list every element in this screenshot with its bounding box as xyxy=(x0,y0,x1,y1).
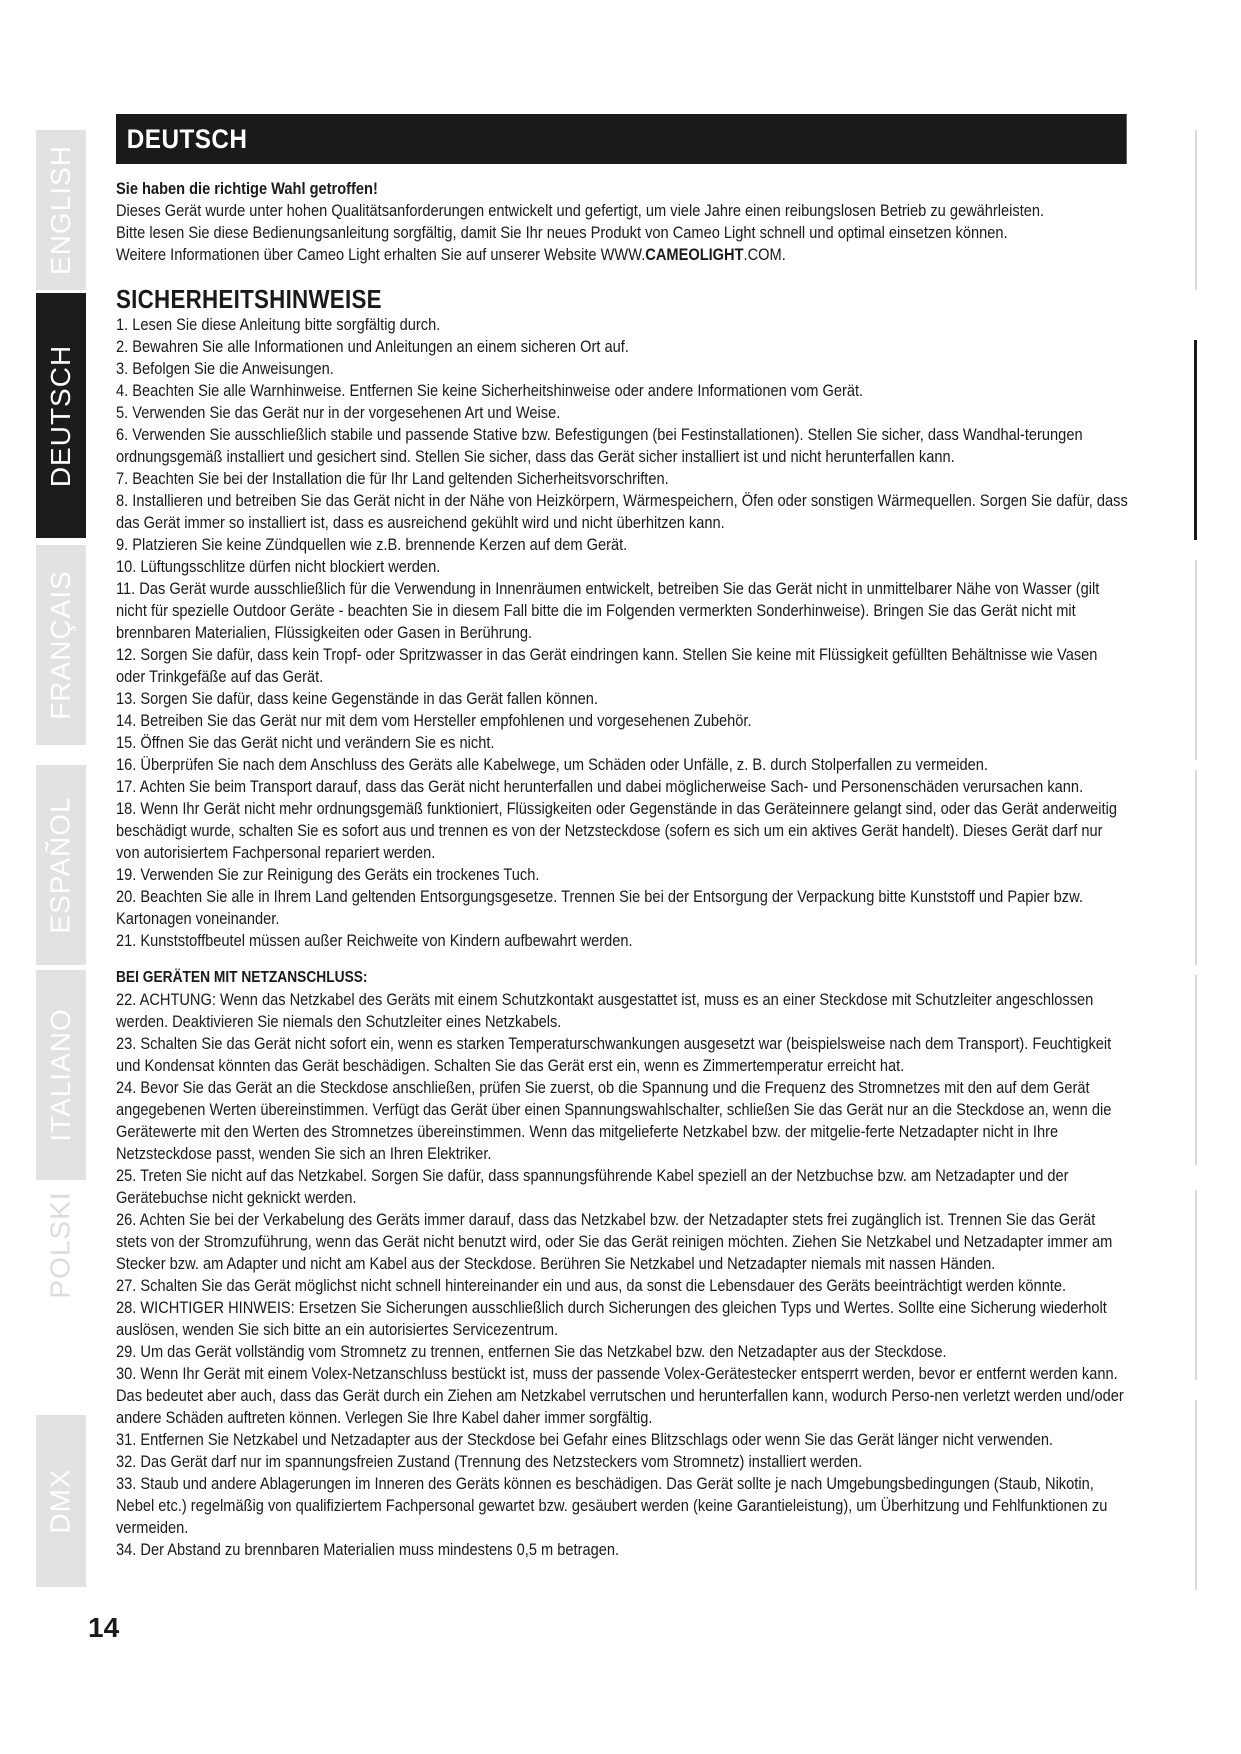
list-item: 20. Beachten Sie alle in Ihrem Land geltenden Entsorgungsgesetze. Trennen Sie bei der Entsorgung der Verpackung bitte Kunststoff und Papier bzw. Kartonagen voneinander. xyxy=(116,887,1083,928)
list-item: 13. Sorgen Sie dafür, dass keine Gegenstände in das Gerät fallen können. xyxy=(116,689,598,708)
list-item: 14. Betreiben Sie das Gerät nur mit dem vom Hersteller empfohlenen und vorgesehenen Zubehör. xyxy=(116,711,752,730)
list-item: 31. Entfernen Sie Netzkabel und Netzadapter aus der Steckdose bei Gefahr eines Blitzschlags oder wenn Sie das Gerät länger nicht verwenden. xyxy=(116,1430,1054,1449)
list-item: 34. Der Abstand zu brennbaren Materialien muss mindestens 0,5 m betragen. xyxy=(116,1540,620,1559)
mains-title: BEI GERÄTEN MIT NETZANSCHLUSS: xyxy=(116,969,368,986)
list-item: 22. ACHTUNG: Wenn das Netzkabel des Geräts mit einem Schutzkontakt ausgestattet ist, muss es an einer Steckdose mit Schutzleiter angeschlossen werden. Deaktivieren Sie niemals den Schutzleiter eines Netzkabels. xyxy=(116,990,1094,1031)
list-item: 2. Bewahren Sie alle Informationen und Anleitungen an einem sicheren Ort auf. xyxy=(116,337,629,356)
website-link[interactable]: CAMEOLIGHT xyxy=(645,245,744,264)
list-item: 21. Kunststoffbeutel müssen außer Reichweite von Kindern aufbewahrt werden. xyxy=(116,931,633,950)
intro-line: Dieses Gerät wurde unter hohen Qualitätsanforderungen entwickelt und gefertigt, um viele Jahre einen reibungslosen Betrieb zu gewährleisten. xyxy=(116,201,1045,220)
list-item: 30. Wenn Ihr Gerät mit einem Volex-Netzanschluss bestückt ist, muss der passende Volex-Gerätestecker entsperrt werden, bevor er entfernt werden kann. Das bedeutet aber auch, dass das Gerät durch ein Ziehen am Netzkabel verrutschen und herunterfallen kann, wodurch Perso-nen verletzt werden und/oder andere Schäden auftreten können. Verlegen Sie Ihre Kabel daher immer sorgfältig. xyxy=(116,1364,1124,1427)
intro-line: Bitte lesen Sie diese Bedienungsanleitung sorgfältig, damit Sie Ihr neues Produkt von Cameo Light schnell und optimal einsetzen können. xyxy=(116,223,1008,242)
lang-tab-label: ESPAÑOL xyxy=(45,796,77,934)
list-item: 19. Verwenden Sie zur Reinigung des Geräts ein trockenes Tuch. xyxy=(116,865,540,884)
lang-tab-label: ENGLISH xyxy=(45,145,76,275)
list-item: 1. Lesen Sie diese Anleitung bitte sorgfältig durch. xyxy=(116,315,441,334)
list-item: 16. Überprüfen Sie nach dem Anschluss des Geräts alle Kabelwege, um Schäden oder Unfälle, z. B. durch Stolperfallen zu vermeiden. xyxy=(116,755,989,774)
lang-tab-italiano[interactable] xyxy=(36,970,86,1180)
lang-tab-english[interactable] xyxy=(36,130,86,290)
list-item: 32. Das Gerät darf nur im spannungsfreien Zustand (Trennung des Netzsteckers vom Stromnetz) installiert werden. xyxy=(116,1452,863,1471)
edge-mark-active xyxy=(1194,340,1197,540)
edge-mark xyxy=(1195,560,1197,760)
edge-mark xyxy=(1195,1190,1197,1380)
mains-list xyxy=(116,989,1130,1561)
list-item: 33. Staub und andere Ablagerungen im Inneren des Geräts können es beschädigen. Das Gerät sollte je nach Umgebungsbedingungen (Staub, Nikotin, Nebel etc.) regelmäßig von qualifiziertem Fachpersonal gewartet bzw. gesäubert werden (keine Garantieleistung), um Überhitzung und Fehlfunktionen zu vermeiden. xyxy=(116,1474,1108,1537)
list-item: 7. Beachten Sie bei der Installation die für Ihr Land geltenden Sicherheitsvorschriften. xyxy=(116,469,669,488)
edge-mark xyxy=(1195,975,1197,1165)
intro-website-prefix: Weitere Informationen über Cameo Light erhalten Sie auf unserer Website WWW. xyxy=(116,245,646,264)
list-item: 18. Wenn Ihr Gerät nicht mehr ordnungsgemäß funktioniert, Flüssigkeiten oder Gegenstände in das Geräteinnere gelangt sind, oder das Gerät anderweitig beschädigt wurde, schalten Sie es sofort aus und trennen es von der Netzsteckdose (sofern es sich um ein aktives Gerät handelt). Dieses Gerät darf nur von autorisiertem Fachpersonal repariert werden. xyxy=(116,799,1117,862)
lang-tab-label: DEUTSCH xyxy=(45,344,76,487)
lang-tab-label: POLSKI xyxy=(45,1191,77,1299)
lang-tab-deutsch[interactable] xyxy=(36,293,86,538)
list-item: 29. Um das Gerät vollständig vom Stromnetz zu trennen, entfernen Sie das Netzkabel bzw. den Netzadapter aus der Steckdose. xyxy=(116,1342,947,1361)
intro-website-suffix: .COM. xyxy=(743,245,786,264)
list-item: 28. WICHTIGER HINWEIS: Ersetzen Sie Sicherungen ausschließlich durch Sicherungen des gleichen Typs und Wertes. Sollte eine Sicherung wiederholt auslösen, wenden Sie sich bitte an ein autorisiertes Servicezentrum. xyxy=(116,1298,1107,1339)
list-item: 12. Sorgen Sie dafür, dass kein Tropf- oder Spritzwasser in das Gerät eindringen kann. Stellen Sie keine mit Flüssigkeit gefüllten Behältnisse wie Vasen oder Trinkgefäße auf das Gerät. xyxy=(116,645,1098,686)
edge-mark xyxy=(1195,770,1197,965)
lang-tab-dmx[interactable] xyxy=(36,1415,86,1587)
list-item: 6. Verwenden Sie ausschließlich stabile und passende Stative bzw. Befestigungen (bei Festinstallationen). Stellen Sie sicher, dass Wandhal-terungen ordnungsgemäß installiert und gesichert sind. Stellen Sie sicher, dass das Gerät sicher installiert ist und nicht herunterfallen kann. xyxy=(116,425,1083,466)
intro-title: Sie haben die richtige Wahl getroffen! xyxy=(116,179,378,198)
list-item: 8. Installieren und betreiben Sie das Gerät nicht in der Nähe von Heizkörpern, Wärmespeichern, Öfen oder sonstigen Wärmequellen. Sorgen Sie dafür, dass das Gerät immer so installiert ist, dass es ausreichend gekühlt wird und nicht überhitzen kann. xyxy=(116,491,1128,532)
list-item: 27. Schalten Sie das Gerät möglichst nicht schnell hintereinander ein und aus, da sonst die Lebensdauer des Geräts beeinträchtigt werden könnte. xyxy=(116,1276,1067,1295)
list-item: 9. Platzieren Sie keine Zündquellen wie z.B. brennende Kerzen auf dem Gerät. xyxy=(116,535,628,554)
list-item: 11. Das Gerät wurde ausschließlich für die Verwendung in Innenräumen entwickelt, betreiben Sie das Gerät nicht in unmittelbarer Nähe von Wasser (gilt nicht für spezielle Outdoor Geräte - beachten Sie in diesem Fall bitte die im Folgenden vermerkten Sonderhinweise). Bringen Sie das Gerät nicht mit brennbaren Materialien, Flüssigkeiten oder Gasen in Berührung. xyxy=(116,579,1100,642)
lang-tab-label: ITALIANO xyxy=(45,1008,77,1142)
list-item: 15. Öffnen Sie das Gerät nicht und verändern Sie es nicht. xyxy=(116,733,495,752)
list-item: 26. Achten Sie bei der Verkabelung des Geräts immer darauf, dass das Netzkabel bzw. der Netzadapter stets frei zugänglich ist. Trennen Sie das Gerät stets von der Stromzuführung, wenn das Gerät nicht benutzt wird, oder Sie das Gerät reinigen möchten. Ziehen Sie Netzkabel und Netzadapter immer am Stecker bzw. am Adapter und nicht am Kabel aus der Steckdose. Berühren Sie Netzkabel und Netzadapter niemals mit nassen Händen. xyxy=(116,1210,1113,1273)
safety-title: SICHERHEITSHINWEISE xyxy=(116,284,382,314)
list-item: 10. Lüftungsschlitze dürfen nicht blockiert werden. xyxy=(116,557,441,576)
safety-list xyxy=(116,314,1130,952)
list-item: 23. Schalten Sie das Gerät nicht sofort ein, wenn es starken Temperaturschwankungen ausgesetzt war (beispielsweise nach dem Transport). Feuchtigkeit und Kondensat könnten das Gerät beschädigen. Schalten Sie das Gerät erst ein, wenn es Zimmertemperatur erreicht hat. xyxy=(116,1034,1112,1075)
edge-mark xyxy=(1195,1400,1197,1590)
text-body xyxy=(116,178,1130,1561)
list-item: 24. Bevor Sie das Gerät an die Steckdose anschließen, prüfen Sie zuerst, ob die Spannung und die Frequenz des Stromnetzes mit den auf dem Gerät angegebenen Werten übereinstimmen. Verfügt das Gerät über einen Spannungswahlschalter, schließen Sie das Gerät nur an die Steckdose an, wenn die Gerätewerte mit den Werten des Stromnetzes übereinstimmen. Wenn das mitgelieferte Netzkabel bzw. der mitgelie-ferte Netzadapter nicht in Ihre Netzsteckdose passt, wenden Sie sich an Ihren Elektriker. xyxy=(116,1078,1112,1163)
lang-tab-polski[interactable] xyxy=(36,1155,86,1335)
main-content xyxy=(116,114,1130,1561)
section-header xyxy=(116,114,1127,164)
list-item: 3. Befolgen Sie die Anweisungen. xyxy=(116,359,334,378)
page-number: 14 xyxy=(88,1612,120,1643)
lang-tab-label: FRANÇAIS xyxy=(45,570,77,720)
list-item: 25. Treten Sie nicht auf das Netzkabel. Sorgen Sie dafür, dass spannungsführende Kabel speziell an der Netzbuchse bzw. am Netzadapter und der Gerätebuchse nicht geknickt werden. xyxy=(116,1166,1069,1207)
list-item: 17. Achten Sie beim Transport darauf, dass das Gerät nicht herunterfallen und dabei möglicherweise Sach- und Personenschäden verursachen kann. xyxy=(116,777,1084,796)
section-title: DEUTSCH xyxy=(126,123,248,154)
list-item: 5. Verwenden Sie das Gerät nur in der vorgesehenen Art und Weise. xyxy=(116,403,561,422)
edge-mark xyxy=(1195,130,1197,290)
lang-tab-francais[interactable] xyxy=(36,545,86,745)
list-item: 4. Beachten Sie alle Warnhinweise. Entfernen Sie keine Sicherheitshinweise oder andere Informationen vom Gerät. xyxy=(116,381,864,400)
intro-line xyxy=(116,244,1130,266)
lang-tab-espanol[interactable] xyxy=(36,765,86,965)
lang-tab-label: DMX xyxy=(45,1468,77,1534)
